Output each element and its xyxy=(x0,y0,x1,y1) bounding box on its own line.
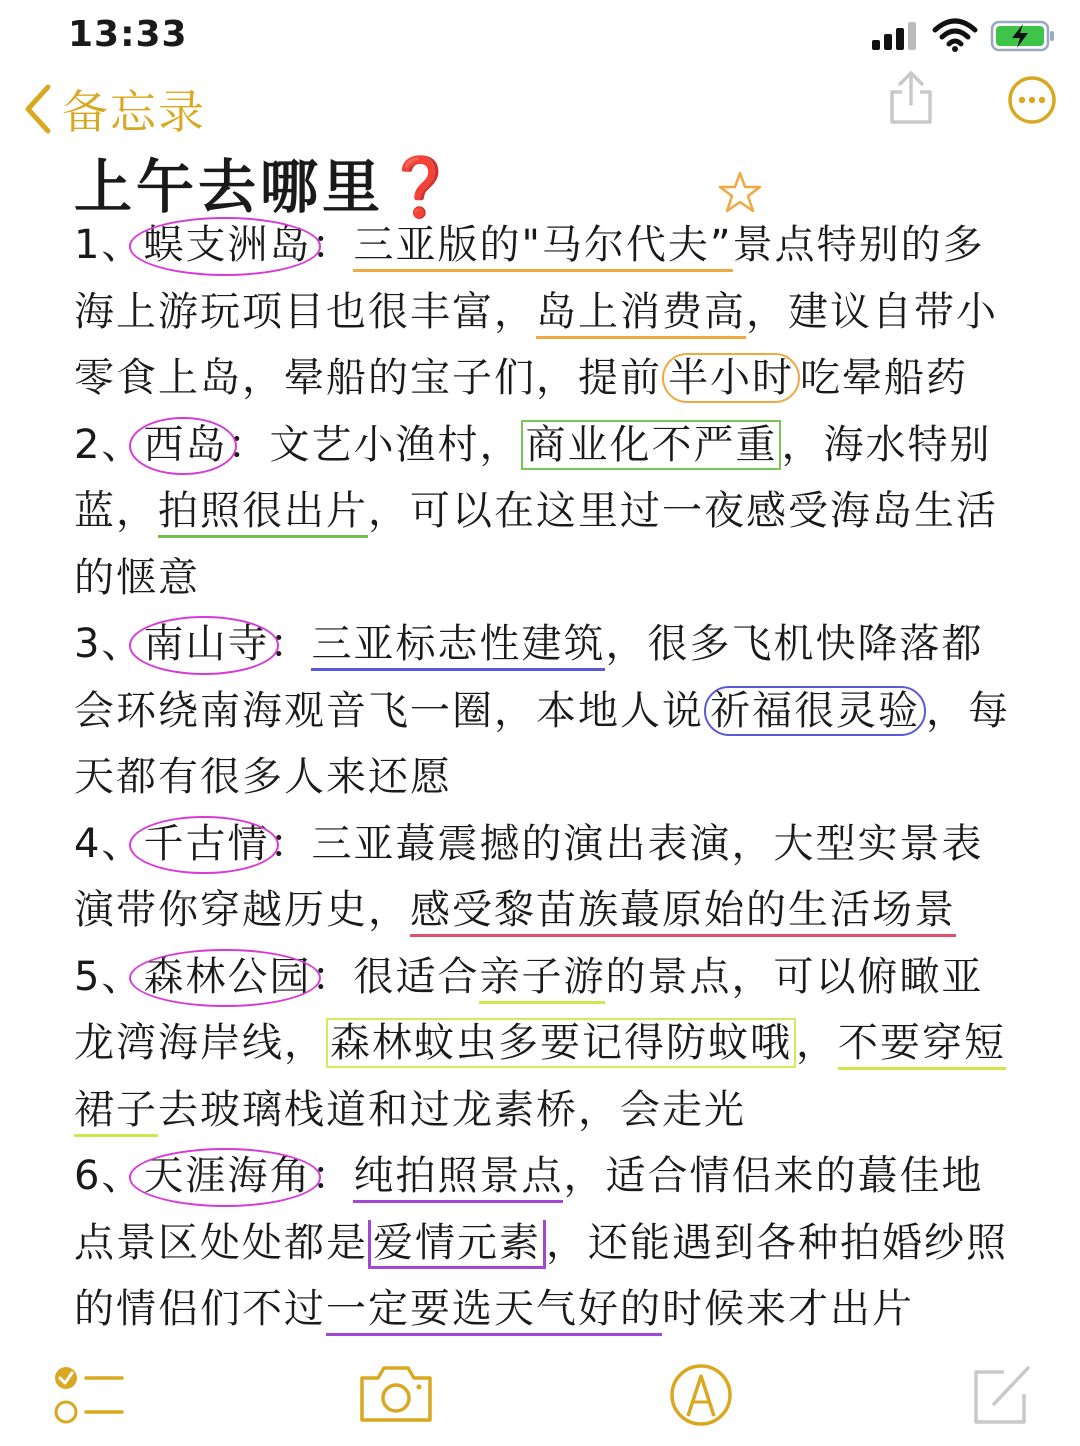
note-item-4 xyxy=(74,811,1019,944)
highlight: 纯拍照景点 xyxy=(353,1153,563,1203)
item-name: 天涯海角 xyxy=(143,1143,311,1210)
item-number: 6、 xyxy=(74,1153,144,1199)
nav-bar xyxy=(0,70,1080,140)
highlight: 三亚版的"马尔代夫” xyxy=(353,222,732,272)
text: ，海水特别蓝， xyxy=(74,421,992,534)
back-label: 备忘录 xyxy=(62,85,206,139)
text: 的景点，可以俯瞰亚龙湾海岸线， xyxy=(74,953,984,1066)
item-colon: ： xyxy=(269,820,312,867)
chevron-left-icon xyxy=(20,81,54,137)
markup-pen-icon[interactable] xyxy=(668,1362,734,1428)
text: 很适合 xyxy=(353,953,480,1000)
note-item-3 xyxy=(74,611,1019,811)
highlight: 一定要选天气好的 xyxy=(326,1286,662,1336)
item-number: 4、 xyxy=(74,820,144,867)
text: ， xyxy=(796,1020,838,1066)
text: 三亚蕞震撼的演出表演，大型实景表演带你穿越历史， xyxy=(74,820,984,933)
item-number: 5、 xyxy=(74,953,144,1000)
status-time: 13:33 xyxy=(68,14,188,55)
highlight: 亲子游 xyxy=(479,954,605,1004)
note-title-text: 上午去哪里 xyxy=(74,153,385,221)
item-colon: ： xyxy=(311,222,354,268)
text: 去玻璃栈道和过龙素桥，会走光 xyxy=(158,1086,746,1133)
item-colon: ： xyxy=(311,1153,354,1199)
question-emoji: ❓ xyxy=(384,153,461,221)
item-colon: ： xyxy=(269,621,312,667)
compose-icon[interactable] xyxy=(970,1362,1034,1428)
text: 景点特别的多海上游玩项目也很丰富， xyxy=(74,222,985,335)
item-colon: ： xyxy=(311,953,354,1000)
highlight: 拍照很出片 xyxy=(158,488,368,538)
checklist-icon[interactable] xyxy=(52,1362,126,1428)
text: ，很多飞机快降落都会环绕南海观音飞一圈，本地人说 xyxy=(74,621,984,734)
text: 时候来才出片 xyxy=(662,1286,914,1332)
text: ，建议自带小零食上岛，晕船的宝子们，提前 xyxy=(74,288,998,401)
highlight: 不要穿短裙子 xyxy=(74,1020,1006,1137)
text: ，可以在这里过一夜感受海岛生活的惬意 xyxy=(74,488,998,601)
item-name: 南山寺 xyxy=(143,611,269,678)
status-bar xyxy=(0,0,1080,70)
camera-icon[interactable] xyxy=(356,1362,436,1426)
back-button[interactable] xyxy=(20,76,206,142)
note-item-6 xyxy=(74,1143,1019,1343)
text: 文艺小渔村， xyxy=(269,421,522,468)
more-options-icon[interactable] xyxy=(1006,74,1058,126)
item-colon: ： xyxy=(227,421,270,468)
highlight: 森林蚊虫多要记得防蚊哦 xyxy=(326,1018,796,1068)
highlight: 岛上消费高 xyxy=(536,289,746,339)
note-body[interactable] xyxy=(74,212,1019,1343)
cellular-signal-icon xyxy=(872,22,920,50)
item-number: 3、 xyxy=(74,621,144,667)
item-name: 蜈支洲岛 xyxy=(143,212,311,279)
highlight: 商业化不严重 xyxy=(521,420,781,470)
text: 吃晕船药 xyxy=(800,355,968,401)
note-item-2 xyxy=(74,412,1019,612)
highlight: 祈福很灵验 xyxy=(704,686,926,736)
text: ，每天都有很多人来还愿 xyxy=(74,687,1010,800)
highlight: 感受黎苗族蕞原始的生活场景 xyxy=(410,887,956,937)
bottom-toolbar xyxy=(0,1350,1080,1446)
highlight: 三亚标志性建筑 xyxy=(311,621,605,671)
item-name: 千古情 xyxy=(143,811,269,878)
item-number: 1、 xyxy=(74,222,144,268)
item-name: 西岛 xyxy=(143,412,227,479)
text: ，适合情侣来的蕞佳地点景区处处都是 xyxy=(74,1153,984,1266)
wifi-icon xyxy=(932,18,978,52)
star-doodle-icon xyxy=(716,170,764,214)
battery-charging-icon xyxy=(990,20,1056,52)
highlight: 爱情元素 xyxy=(368,1220,546,1269)
share-icon[interactable] xyxy=(888,70,934,126)
note-item-5 xyxy=(74,944,1019,1144)
highlight: 半小时 xyxy=(662,353,800,403)
item-number: 2、 xyxy=(74,421,144,468)
text: ，还能遇到各种拍婚纱照的情侣们不过 xyxy=(74,1219,1008,1332)
item-name: 森林公园 xyxy=(143,944,311,1011)
note-item-1 xyxy=(74,212,1019,412)
